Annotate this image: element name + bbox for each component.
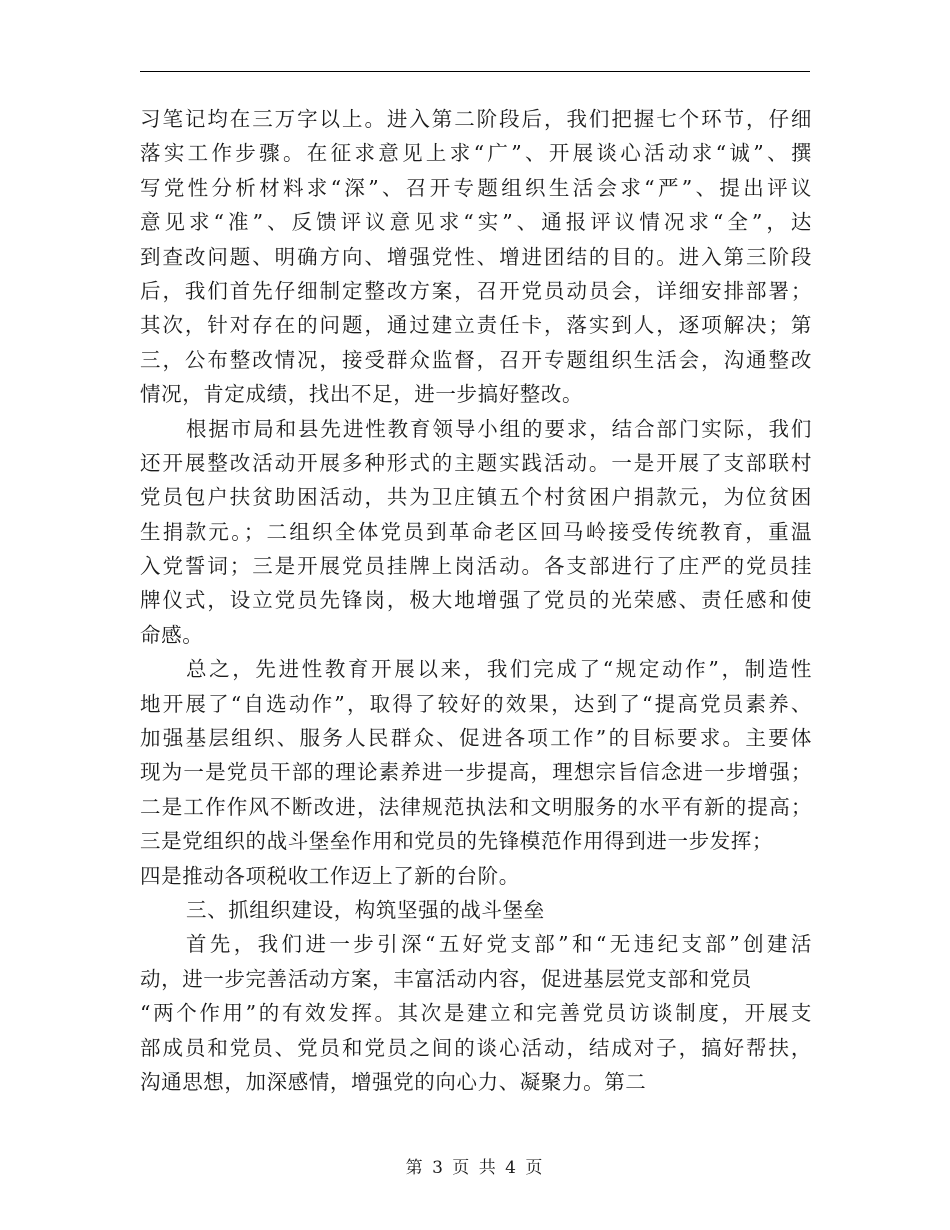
- text-line: 三、抓组织建设，构筑坚强的战斗堡垒: [186, 897, 545, 922]
- text-line: 总之，先进性教育开展以来，我们完成了“规定动作”，制造性: [186, 657, 812, 682]
- text-line: 四是推动各项税收工作迈上了新的台阶。: [140, 863, 520, 888]
- text-line: 首先，我们进一步引深“五好党支部”和“无违纪支部”创建活: [186, 932, 812, 957]
- text-line: 牌仪式，设立党员先锋岗，极大地增强了党员的光荣感、责任感和使: [140, 588, 812, 613]
- text-line: 写党性分析材料求“深”、召开专题组织生活会求“严”、提出评议: [140, 175, 812, 200]
- text-line: 习笔记均在三万字以上。进入第二阶段后，我们把握七个环节，仔细: [140, 107, 812, 131]
- text-line: 地开展了“自选动作”，取得了较好的效果，达到了“提高党员素养、: [140, 691, 812, 716]
- text-line: 生捐款元。；二组织全体党员到革命老区回马岭接受传统教育，重温: [140, 519, 812, 544]
- text-line: 动，进一步完善活动方案，丰富活动内容，促进基层党支部和党员: [140, 966, 752, 991]
- text-line: 其次，针对存在的问题，通过建立责任卡，落实到人，逐项解决；第: [140, 313, 812, 338]
- text-line: 三是党组织的战斗堡垒作用和党员的先锋模范作用得到进一步发挥；: [140, 829, 773, 854]
- text-line: 落实工作步骤。在征求意见上求“广”、开展谈心活动求“诚”、撰: [140, 141, 812, 166]
- text-line: 现为一是党员干部的理论素养进一步提高，理想宗旨信念进一步增强；: [140, 760, 812, 785]
- text-line: “两个作用”的有效发挥。其次是建立和完善党员访谈制度，开展支: [140, 1001, 812, 1026]
- text-line: 二是工作作风不断改进，法律规范执法和文明服务的水平有新的提高；: [140, 794, 812, 819]
- text-line: 到查改问题、明确方向、增强党性、增进团结的目的。进入第三阶段: [140, 244, 812, 269]
- text-line: 命感。: [140, 622, 204, 647]
- text-line: 沟通思想，加深感情，增强党的向心力、凝聚力。第二: [140, 1069, 647, 1094]
- text-line: 加强基层组织、服务人民群众、促进各项工作”的目标要求。主要体: [140, 726, 812, 751]
- header-rule: [140, 71, 810, 72]
- text-line: 党员包户扶贫助困活动，共为卫庄镇五个村贫困户捐款元，为位贫困: [140, 485, 812, 510]
- text-line: 意见求“准”、反馈评议意见求“实”、通报评议情况求“全”，达: [140, 210, 812, 235]
- text-line: 部成员和党员、党员和党员之间的谈心活动，结成对子，搞好帮扶，: [140, 1035, 812, 1060]
- text-line: 还开展整改活动开展多种形式的主题实践活动。一是开展了支部联村: [140, 450, 812, 475]
- text-line: 入党誓词；三是开展党员挂牌上岗活动。各支部进行了庄严的党员挂: [140, 554, 812, 579]
- page-number-footer: 第 3 页 共 4 页: [405, 1158, 545, 1178]
- document-body: [140, 102, 812, 1099]
- text-line: 后，我们首先仔细制定整改方案，召开党员动员会，详细安排部署；: [140, 278, 812, 303]
- text-line: 三，公布整改情况，接受群众监督，召开专题组织生活会，沟通整改: [140, 347, 812, 372]
- text-line: 根据市局和县先进性教育领导小组的要求，结合部门实际，我们: [186, 416, 812, 441]
- text-line: 情况，肯定成绩，找出不足，进一步搞好整改。: [140, 382, 584, 407]
